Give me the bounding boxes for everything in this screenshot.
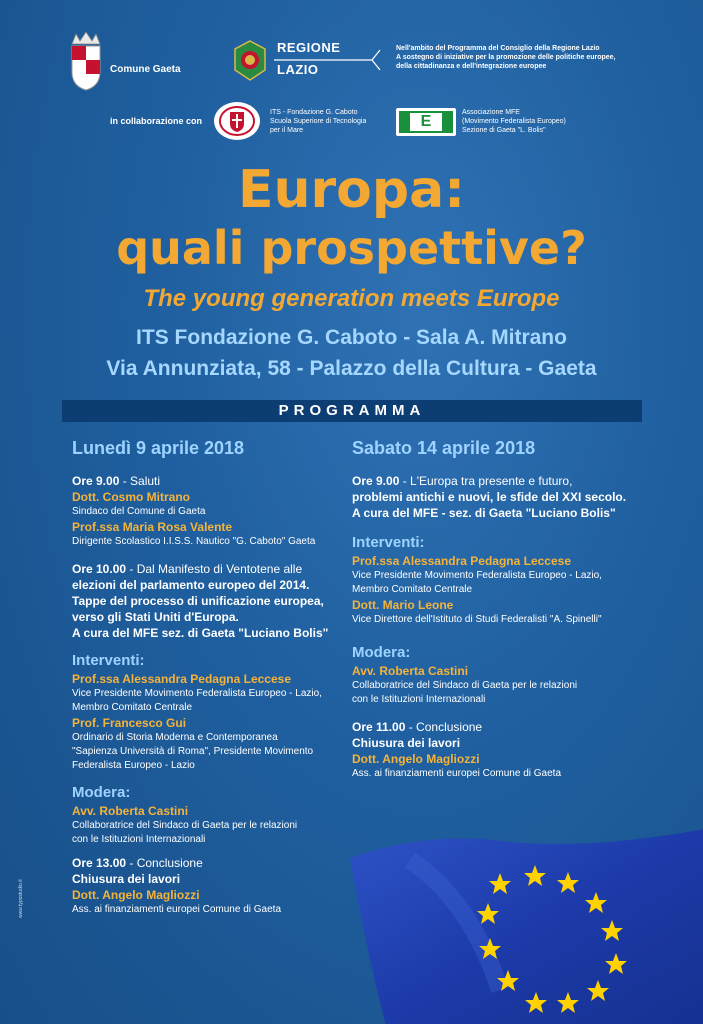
right-i2-role1: Vice Direttore dell'Istituto di Studi Federalisti "A. Spinelli": [352, 614, 602, 625]
right-i1-role1: Vice Presidente Movimento Federalista Europeo - Lazio,: [352, 570, 602, 581]
left-s2-text2: elezioni del parlamento europeo del 2014.: [72, 578, 310, 592]
left-s2-text3: Tappe del processo di unificazione europea,: [72, 594, 324, 608]
its-line2: Scuola Superiore di Tecnologia: [270, 118, 367, 125]
left-date: Lunedì 9 aprile 2018: [72, 438, 245, 458]
left-s3: [72, 855, 372, 871]
left-m-name: Avv. Roberta Castini: [72, 804, 189, 818]
right-column: [352, 438, 652, 781]
title-line2: quali prospettive?: [116, 221, 587, 275]
gap: [72, 773, 372, 779]
regione-note-line2: A sostegno di iniziative per la promozione delle politiche europee,: [396, 54, 616, 61]
left-s2-text1: - Dal Manifesto di Ventotene alle: [126, 562, 303, 576]
eu-flag-icon: [350, 820, 703, 1024]
gap: [72, 641, 372, 647]
its-emblem-icon: [212, 100, 262, 142]
right-i2-name: Dott. Mario Leone: [352, 598, 454, 612]
left-s3-close: Chiusura dei lavori: [72, 872, 181, 886]
right-m-role1: Collaboratrice del Sindaco di Gaeta per le relazioni: [352, 680, 578, 691]
gap: [352, 707, 652, 719]
right-s2-close: Chiusura dei lavori: [352, 736, 461, 750]
left-p1-role: Sindaco del Comune di Gaeta: [72, 506, 206, 517]
left-i2-role1: Ordinario di Storia Moderna e Contemporanea: [72, 732, 278, 743]
left-i1-role2: Membro Comitato Centrale: [72, 702, 193, 713]
mfe-line2: (Movimento Federalista Europeo): [462, 118, 566, 125]
its-logo: [212, 100, 262, 142]
right-s2-text: - Conclusione: [405, 720, 483, 734]
regione-line1: REGIONE: [277, 40, 341, 55]
left-m-role2: con le Istituzioni Internazionali: [72, 834, 206, 845]
right-s1-text1: - L'Europa tra presente e futuro,: [399, 474, 573, 488]
its-line3: per il Mare: [270, 127, 304, 134]
right-s2-time: Ore 11.00: [352, 720, 406, 734]
regione-note: [396, 44, 636, 71]
regione-note-line3: della cittadinanza e dell'integrazione europee: [396, 63, 547, 70]
left-p2-role: Dirigente Scolastico I.I.S.S. Nautico "G. Caboto" Gaeta: [72, 536, 316, 547]
side-credit: www.typostudio.it: [18, 879, 24, 918]
mfe-logo: [396, 108, 456, 136]
mfe-logo-letter: E: [410, 113, 442, 131]
crown-shield-icon: [66, 32, 106, 92]
left-column: [72, 438, 372, 917]
regione-note-line1: Nell'ambito del Programma del Consiglio della Regione Lazio: [396, 45, 600, 52]
left-i2-role3: Federalista Europeo - Lazio: [72, 760, 195, 771]
left-i1-role1: Vice Presidente Movimento Federalista Europeo - Lazio,: [72, 688, 322, 699]
left-s3-text: - Conclusione: [126, 856, 203, 870]
left-s1-text: - Saluti: [119, 474, 161, 488]
left-i2-name: Prof. Francesco Gui: [72, 716, 187, 730]
left-s3-time: Ore 13.00: [72, 856, 127, 870]
left-c-role: Ass. ai finanziamenti europei Comune di Gaeta: [72, 904, 282, 915]
right-c-name: Dott. Angelo Magliozzi: [352, 752, 480, 766]
venue-line2: Via Annunziata, 58 - Palazzo della Cultura - Gaeta: [106, 357, 597, 380]
gap: [72, 847, 372, 855]
right-m-name: Avv. Roberta Castini: [352, 664, 469, 678]
right-i1-role2: Membro Comitato Centrale: [352, 584, 473, 595]
left-s2-text4: verso gli Stati Uniti d'Europa.: [72, 610, 239, 624]
left-s1: [72, 473, 372, 489]
left-p1-name: Dott. Cosmo Mitrano: [72, 490, 190, 504]
programma-bar: PROGRAMMA: [62, 400, 642, 422]
eu-flag: [350, 820, 703, 1024]
title-line1: Europa:: [237, 160, 466, 220]
left-i2-role2: "Sapienza Università di Roma", Presidente Movimento: [72, 746, 314, 757]
mfe-line3: Sezione di Gaeta "L. Bolis": [462, 127, 546, 134]
left-i1-name: Prof.ssa Alessandra Pedagna Leccese: [72, 672, 291, 686]
left-s2-text5: A cura del MFE sez. di Gaeta "Luciano Bolis": [72, 626, 329, 640]
its-line1: ITS - Fondazione G. Caboto: [270, 109, 358, 116]
its-text: [270, 108, 390, 135]
right-m-role2: con le Istituzioni Internazionali: [352, 694, 486, 705]
collab-label: in collaborazione con: [110, 116, 203, 126]
right-s1-text2: problemi antichi e nuovi, le sfide del XXI secolo.: [352, 490, 627, 504]
right-s1: [352, 473, 652, 489]
gap: [352, 627, 652, 639]
left-interventi: Interventi:: [72, 652, 145, 669]
comune-label: Comune Gaeta: [110, 64, 181, 75]
left-m-role1: Collaboratrice del Sindaco di Gaeta per le relazioni: [72, 820, 298, 831]
right-modera: Modera:: [352, 644, 411, 661]
regione-line2: LAZIO: [277, 62, 319, 77]
subtitle: The young generation meets Europe: [143, 285, 560, 312]
mfe-line1: Associazione MFE: [462, 109, 520, 116]
comune-gaeta-logo: [66, 32, 106, 92]
left-s2-time: Ore 10.00: [72, 562, 127, 576]
right-s1-time: Ore 9.00: [352, 474, 400, 488]
right-date: Sabato 14 aprile 2018: [352, 438, 536, 458]
left-s1-time: Ore 9.00: [72, 474, 120, 488]
gap: [72, 549, 372, 561]
left-c-name: Dott. Angelo Magliozzi: [72, 888, 200, 902]
venue-line1: ITS Fondazione G. Caboto - Sala A. Mitrano: [136, 326, 567, 349]
left-s2: [72, 561, 372, 577]
right-c-role: Ass. ai finanziamenti europei Comune di Gaeta: [352, 768, 562, 779]
right-i1-name: Prof.ssa Alessandra Pedagna Leccese: [352, 554, 571, 568]
left-modera: Modera:: [72, 784, 131, 801]
mfe-text: [462, 108, 602, 135]
right-interventi: Interventi:: [352, 534, 425, 551]
right-s2: [352, 719, 652, 735]
left-p2-name: Prof.ssa Maria Rosa Valente: [72, 520, 233, 534]
gap: [352, 521, 652, 529]
right-s1-text3: A cura del MFE - sez. di Gaeta "Luciano Bolis": [352, 506, 616, 520]
